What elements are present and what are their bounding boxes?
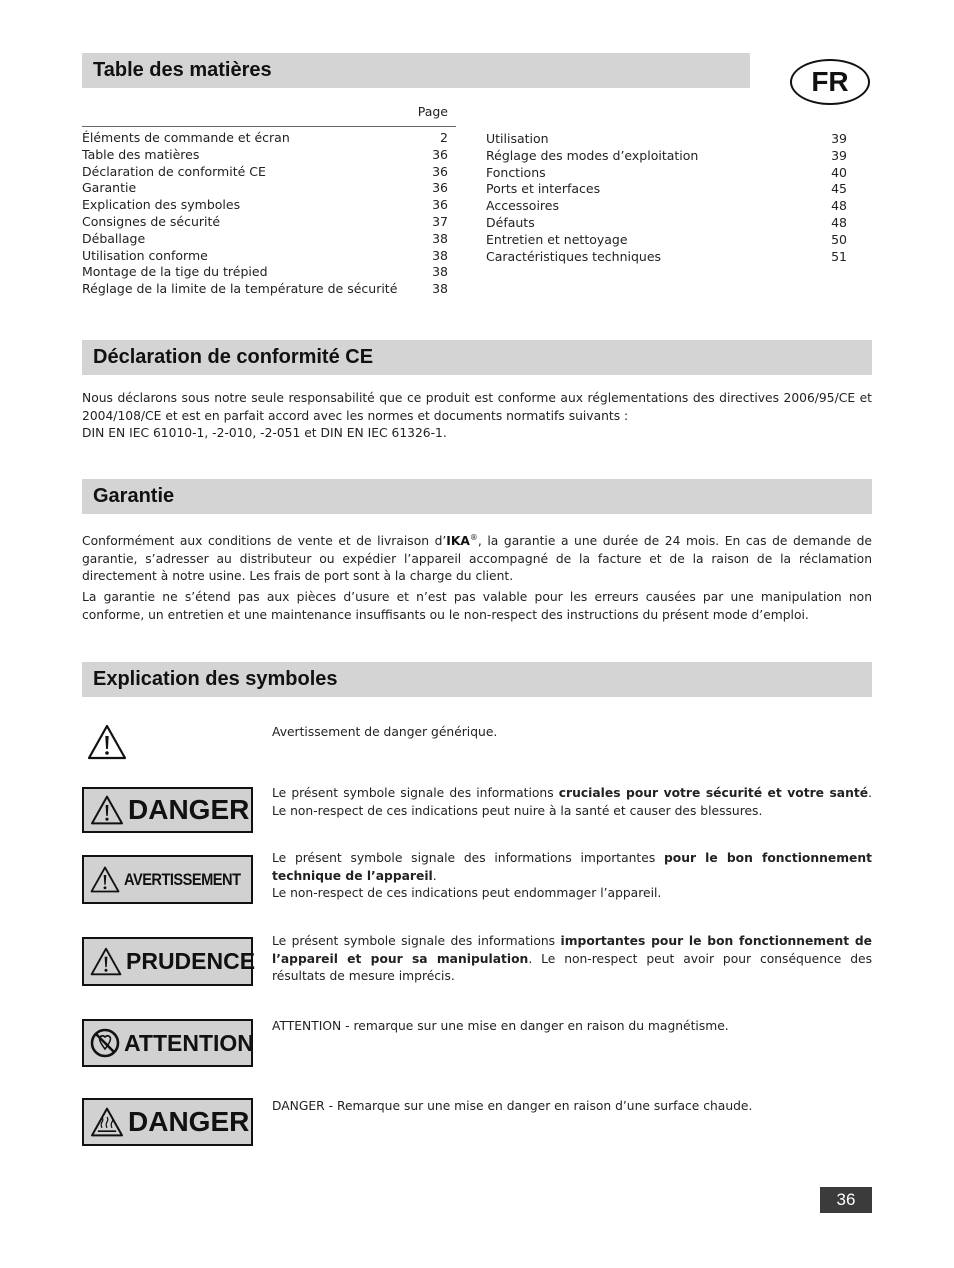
toc-entry-page: 36 xyxy=(432,180,448,196)
attention-desc: ATTENTION - remarque sur une mise en danger en raison du magnétisme. xyxy=(272,1019,729,1033)
toc-entry-label: Montage de la tige du trépied xyxy=(82,264,268,280)
toc-entry-page: 37 xyxy=(432,213,448,229)
hot-surface-danger-label: DANGER xyxy=(128,1106,250,1137)
toc-entry-label: Consignes de sécurité xyxy=(82,213,221,229)
caution-desc-text: . Le non-respect peut avoir pour conséquence des résultats de mesure imprécis. xyxy=(272,951,872,984)
language-badge: FR xyxy=(790,59,870,105)
toc-entry xyxy=(82,130,448,147)
magnetism-prohibited-icon xyxy=(90,1028,120,1058)
warning-symbol xyxy=(82,855,253,904)
toc-entry-page: 36 xyxy=(432,146,448,162)
warning-label: AVERTISSEMENT xyxy=(124,869,241,889)
toc-entry-label: Caractéristiques techniques xyxy=(486,248,662,264)
toc-entry xyxy=(82,164,448,181)
warning-desc-text: . xyxy=(432,868,437,883)
declaration-text xyxy=(82,390,872,443)
toc-entry-page: 36 xyxy=(432,197,448,213)
caution-desc xyxy=(272,933,872,986)
toc-entry-label: Éléments de commande et écran xyxy=(82,130,290,145)
declaration-line-2: DIN EN IEC 61010-1, -2-010, -2-051 et DIN EN IEC 61326-1. xyxy=(82,426,447,441)
page-number: 36 xyxy=(820,1187,872,1213)
caution-label: PRUDENCE xyxy=(126,948,256,974)
toc-entry-page: 45 xyxy=(831,181,847,197)
toc-entry-page: 48 xyxy=(831,214,847,230)
toc-entry xyxy=(82,248,448,265)
toc-entry-page: 2 xyxy=(440,130,448,145)
toc-entry-page: 36 xyxy=(432,163,448,179)
toc-entry-label: Fonctions xyxy=(486,164,546,180)
danger-symbol xyxy=(82,787,253,833)
warning-desc-text: Le présent symbole signale des informations importantes xyxy=(272,851,664,865)
toc-divider xyxy=(82,126,456,127)
toc-entry-label: Réglage de la limite de la température de sécurité xyxy=(82,281,398,297)
toc-entry-page: 38 xyxy=(432,281,448,297)
warning-triangle-icon xyxy=(90,795,124,825)
toc-page-column-header: Page xyxy=(417,104,448,119)
danger-desc-text: . Le non-respect de ces indications peut nuire à la santé et causer des blessures. xyxy=(272,786,872,818)
brand-name: IKA xyxy=(446,534,470,549)
warning-triangle-icon xyxy=(90,866,120,893)
toc-heading: Table des matières xyxy=(82,53,750,88)
declaration-heading: Déclaration de conformité CE xyxy=(82,340,872,375)
toc-entry-label: Utilisation conforme xyxy=(82,247,208,263)
hot-surface-danger-symbol xyxy=(82,1098,253,1146)
danger-desc xyxy=(272,785,872,820)
toc-entry-label: Réglage des modes d’exploitation xyxy=(486,147,699,163)
toc-left-list xyxy=(82,130,448,298)
toc-entry xyxy=(82,180,448,197)
caution-symbol xyxy=(82,937,256,986)
toc-entry-page: 50 xyxy=(831,231,847,247)
toc-entry xyxy=(82,197,448,214)
toc-entry-page: 38 xyxy=(432,247,448,263)
toc-right-list xyxy=(486,131,847,265)
toc-entry-label: Table des matières xyxy=(82,146,200,162)
warranty-paragraph-1 xyxy=(82,529,872,586)
warranty-text: Conformément aux conditions de vente et de livraison d’ xyxy=(82,534,447,549)
toc-entry xyxy=(82,214,448,231)
toc-entry-page: 39 xyxy=(831,147,847,163)
danger-desc-emphasis: cruciales pour votre sécurité et votre santé xyxy=(558,786,869,800)
toc-entry-label: Accessoires xyxy=(486,198,559,214)
registered-mark: ® xyxy=(469,533,478,542)
caution-desc-emphasis: importantes pour le bon fonctionnement de l’appareil et pour sa manipulation xyxy=(272,934,872,966)
toc-entry-page: 48 xyxy=(831,198,847,214)
caution-desc-text: Le présent symbole signale des informations xyxy=(272,934,561,948)
toc-entry-label: Garantie xyxy=(82,180,137,196)
warning-desc xyxy=(272,850,872,903)
warning-triangle-icon xyxy=(87,724,127,760)
toc-entry-label: Utilisation xyxy=(486,131,549,146)
toc-entry xyxy=(486,198,847,215)
toc-entry-page: 38 xyxy=(432,230,448,246)
warranty-paragraph-2: La garantie ne s’étend pas aux pièces d’usure et n’est pas valable pour les erreurs causées par une manipulation non conforme, un entretien et une maintenance insuffisants ou le non-respect des instructions du présent mode d’emploi. xyxy=(82,590,872,622)
toc-entry-label: Défauts xyxy=(486,214,535,230)
warranty-text: , la garantie a une durée de 24 mois. En cas de demande de garantie, s’adresser au distributeur ou expédier l’appareil accompagné de la facture et de la raison de la réclamation directement à notre usine. Les frais de port sont à la charge du client. xyxy=(82,534,872,584)
warning-desc-emphasis: pour le bon fonctionnement technique de l’appareil xyxy=(272,851,872,883)
warning-triangle-icon xyxy=(90,947,122,976)
toc-entry xyxy=(486,181,847,198)
toc-entry-label: Déclaration de conformité CE xyxy=(82,163,266,179)
danger-label: DANGER xyxy=(128,794,250,825)
toc-entry xyxy=(486,232,847,249)
toc-entry xyxy=(486,215,847,232)
declaration-line-1: Nous déclarons sous notre seule responsabilité que ce produit est conforme aux réglementations des directives 2006/95/CE et 2004/108/CE et est en parfait accord avec les normes et documents normatifs suivants : xyxy=(82,391,872,423)
toc-entry-label: Ports et interfaces xyxy=(486,181,601,197)
symbols-heading: Explication des symboles xyxy=(82,662,872,697)
toc-entry xyxy=(486,165,847,182)
warning-desc-line-2: Le non-respect de ces indications peut endommager l’appareil. xyxy=(272,886,662,901)
toc-entry xyxy=(82,281,448,298)
toc-entry xyxy=(82,147,448,164)
toc-entry xyxy=(82,231,448,248)
toc-entry xyxy=(82,264,448,281)
toc-entry xyxy=(486,148,847,165)
toc-entry-label: Explication des symboles xyxy=(82,197,241,213)
hot-surface-icon xyxy=(90,1107,124,1137)
toc-entry-page: 51 xyxy=(831,248,847,264)
danger-desc-text: Le présent symbole signale des informations xyxy=(272,786,559,800)
toc-entry xyxy=(486,131,847,148)
toc-entry-label: Entretien et nettoyage xyxy=(486,231,628,247)
generic-warning-desc: Avertissement de danger générique. xyxy=(272,725,498,739)
toc-entry-page: 40 xyxy=(831,164,847,180)
warranty-heading: Garantie xyxy=(82,479,872,514)
toc-entry xyxy=(486,249,847,266)
toc-entry-page: 38 xyxy=(432,264,448,280)
toc-entry-page: 39 xyxy=(831,131,847,146)
attention-label: ATTENTION xyxy=(124,1029,254,1056)
attention-symbol xyxy=(82,1019,253,1067)
hot-surface-desc: DANGER - Remarque sur une mise en danger en raison d’une surface chaude. xyxy=(272,1099,753,1113)
toc-entry-label: Déballage xyxy=(82,230,146,246)
